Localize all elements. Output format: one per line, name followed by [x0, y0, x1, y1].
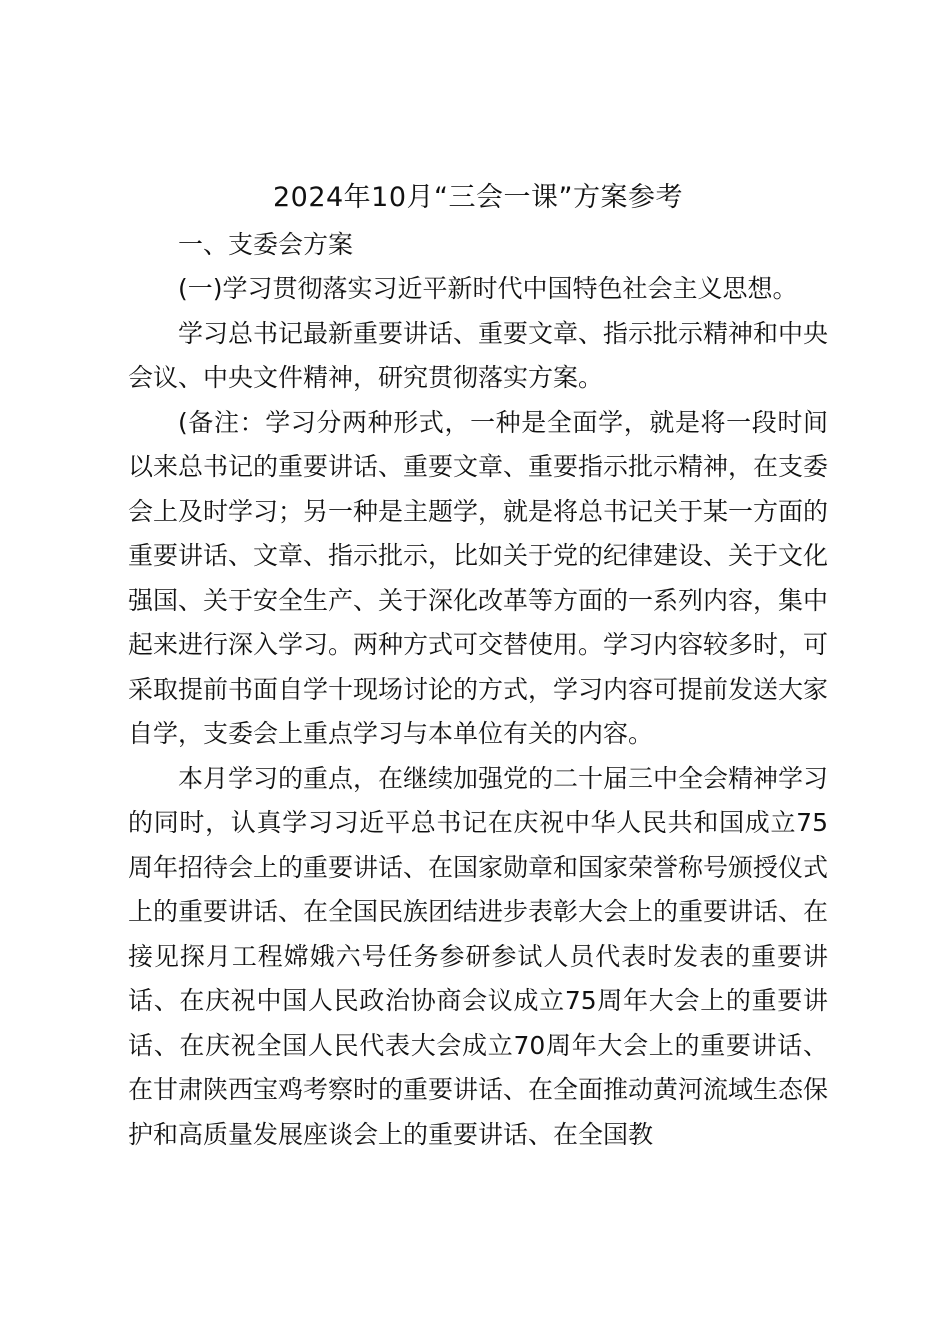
paragraph-study-content: 学习总书记最新重要讲话、重要文章、指示批示精神和中央会议、中央文件精神，研究贯彻落实方案。	[128, 318, 829, 392]
document-title: 2024年10月“三会一课”方案参考	[272, 182, 684, 213]
section-heading: 一、支委会方案	[178, 229, 354, 259]
paragraph-monthly-focus: 本月学习的重点，在继续加强党的二十届三中全会精神学习的同时，认真学习习近平总书记在庆祝中华人民共和国成立75周年招待会上的重要讲话、在国家勋章和国家荣誉称号颁授仪式上的重要讲话、在全国民族团结进步表彰大会上的重要讲话、在接见探月工程嫦娥六号任务参研参试人员代表时发表的重要讲话、在庆祝中国人民政治协商会议成立75周年大会上的重要讲话、在庆祝全国人民代表大会成立70周年大会上的重要讲话、在甘肃陕西宝鸡考察时的重要讲话、在全面推动黄河流域生态保护和高质量发展座谈会上的重要讲话、在全国教	[128, 763, 829, 1149]
document-body	[128, 176, 828, 1157]
paragraph-remarks: (备注：学习分两种形式，一种是全面学，就是将一段时间以来总书记的重要讲话、重要文章、重要指示批示精神，在支委会上及时学习；另一种是主题学，就是将总书记关于某一方面的重要讲话、文章、指示批示，比如关于党的纪律建设、关于文化强国、关于安全生产、关于深化改革等方面的一系列内容，集中起来进行深入学习。两种方式可交替使用。学习内容较多时，可采取提前书面自学十现场讨论的方式，学习内容可提前发送大家自学，支委会上重点学习与本单位有关的内容。	[128, 407, 829, 748]
subsection-heading: (一)学习贯彻落实习近平新时代中国特色社会主义思想。	[178, 274, 798, 303]
